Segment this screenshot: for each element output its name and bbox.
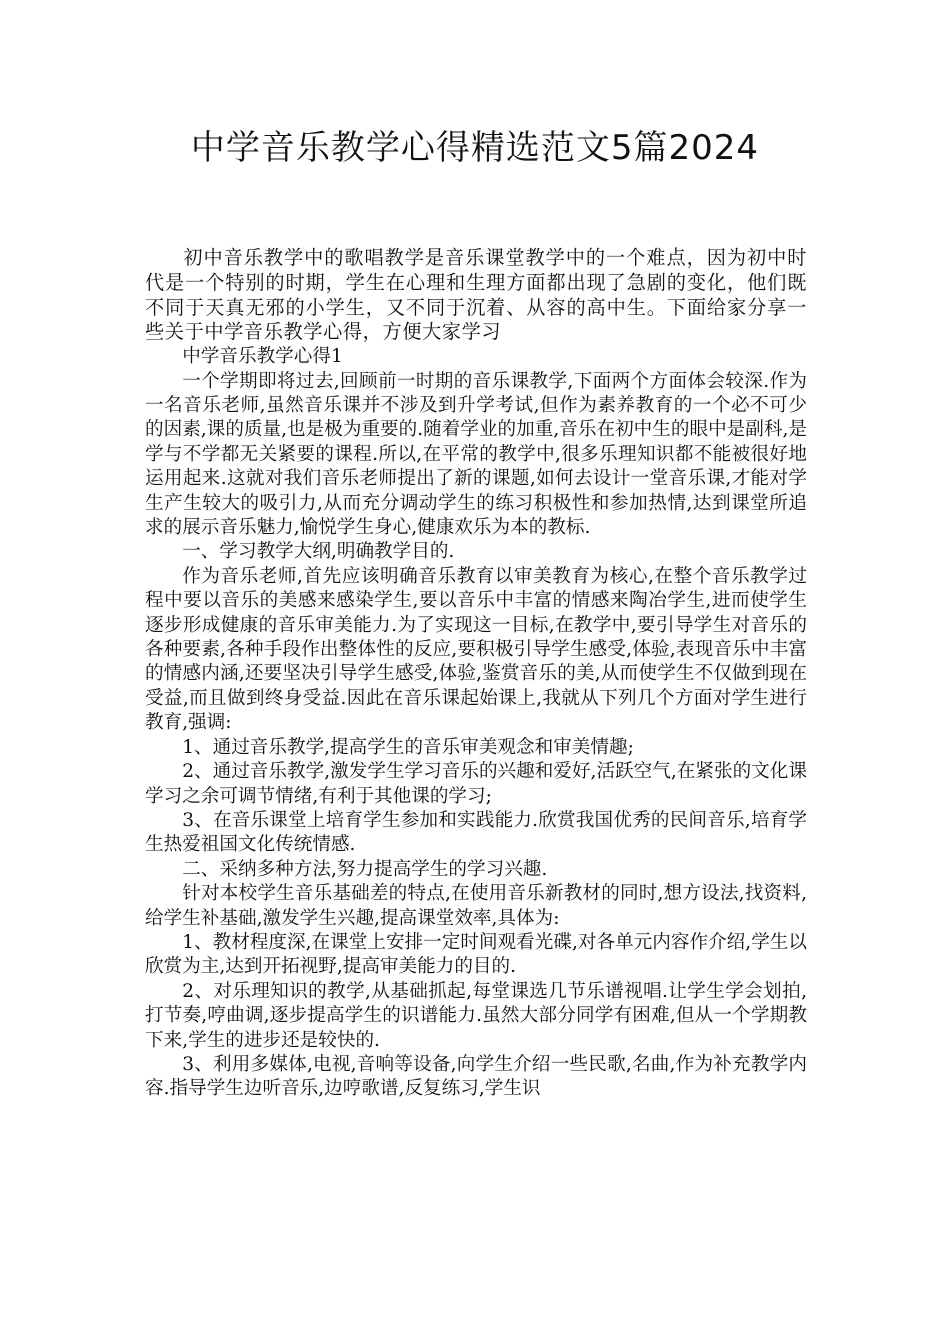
list-item: 1、教材程度深,在课堂上安排一定时间观看光碟,对各单元内容作介绍,学生以欣赏为主,达到开拓视野,提高审美能力的目的. [145,931,807,978]
list-item: 3、利用多媒体,电视,音响等设备,向学生介绍一些民歌,名曲,作为补充教学内容.指导学生边听音乐,边哼歌谱,反复练习,学生识 [145,1053,807,1100]
body-paragraph: 作为音乐老师,首先应该明确音乐教育以审美教育为核心,在整个音乐教学过程中要以音乐的美感来感染学生,要以音乐中丰富的情感来陶冶学生,进而使学生逐步形成健康的音乐审美能力.为了实现这一目标,在教学中,要引导学生对音乐的各种要素,各种手段作出整体性的反应,要积极引导学生感受,体验,表现音乐中丰富的情感内涵,还要坚决引导学生感受,体验,鉴赏音乐的美,从而使学生不仅做到现在受益,而且做到终身受益.因此在音乐课起始课上,我就从下列几个方面对学生进行教育,强调: [145,565,807,734]
list-item: 2、对乐理知识的教学,从基础抓起,每堂课选几节乐谱视唱.让学生学会划拍,打节奏,哼曲调,逐步提高学生的识谱能力.虽然大部分同学有困难,但从一个学期教下来,学生的进步还是较快的. [145,980,807,1051]
document-body [145,246,807,1102]
list-item: 1、通过音乐教学,提高学生的音乐审美观念和审美情趣; [182,736,634,758]
section-heading: 一、学习教学大纲,明确教学目的. [182,541,455,563]
section-heading: 二、采纳多种方法,努力提高学生的学习兴趣. [182,858,548,880]
body-paragraph: 针对本校学生音乐基础差的特点,在使用音乐新教材的同时,想方设法,找资料,给学生补基础,激发学生兴趣,提高课堂效率,具体为: [145,883,807,929]
body-paragraph: 一个学期即将过去,回顾前一时期的音乐课教学,下面两个方面体会较深.作为一名音乐老师,虽然音乐课并不涉及到升学考试,但作为素养教育的一个必不可少的因素,课的质量,也是极为重要的.随着学业的加重,音乐在初中生的眼中是副科,是学与不学都无关紧要的课程.所以,在平常的教学中,很多乐理知识都不能被很好地运用起来.这就对我们音乐老师提出了新的课题,如何去设计一堂音乐课,才能对学生产生较大的吸引力,从而充分调动学生的练习积极性和参加热情,达到课堂所追求的展示音乐魅力,愉悦学生身心,健康欢乐为本的教标. [145,370,807,539]
list-item: 2、通过音乐教学,激发学生学习音乐的兴趣和爱好,活跃空气,在紧张的文化课学习之余可调节情绪,有利于其他课的学习; [145,761,807,807]
page-title: 中学音乐教学心得精选范文5篇2024 [190,128,760,168]
section-heading: 中学音乐教学心得1 [182,346,343,368]
list-item: 3、在音乐课堂上培育学生参加和实践能力.欣赏我国优秀的民间音乐,培育学生热爱祖国文化传统情感. [145,809,807,856]
intro-paragraph: 初中音乐教学中的歌唱教学是音乐课堂教学中的一个难点，因为初中时代是一个特别的时期，学生在心理和生理方面都出现了急剧的变化，他们既不同于天真无邪的小学生，又不同于沉着、从容的高中生。下面给家分享一些关于中学音乐教学心得，方便大家学习 [145,246,807,344]
